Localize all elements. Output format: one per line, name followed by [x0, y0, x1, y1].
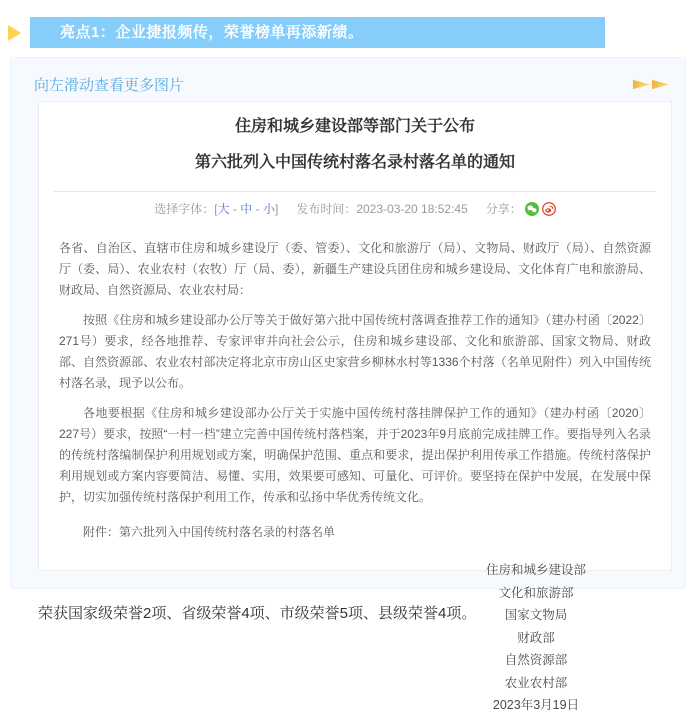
wechat-share-icon[interactable]: [525, 202, 539, 216]
notice-title-line2: 第六批列入中国传统村落名录村落名单的通知: [194, 154, 515, 171]
notice-paragraph-requirements: 各地要根据《住房和城乡建设部办公厅关于实施中国传统村落挂牌保护工作的通知》（建办村函〔2020〕227号）要求，按照“一村一档”建立完善中国传统村落档案，并于2023年9月底前完成挂牌工作。要指导列入名录的传统村落编制保护利用规划或方案，明确保护范围、重点和要求，提出保护利用传承工作措施。传统村落保护利用规划或方案内容要简洁、易懂、实用，效果要可感知、可量化、可评价。要坚持在保护中发展，在发展中保护，切实加强传统村落保护利用工作，传承和弘扬中华优秀传统文化。: [59, 406, 651, 504]
font-size-small-button[interactable]: 小: [262, 202, 275, 216]
notice-meta-row: [39, 200, 671, 217]
signature-line: 文化和旅游部: [498, 585, 574, 600]
honors-summary-text: 荣获国家级荣誉2项、省级荣誉4项、市级荣誉5项、县级荣誉4项。: [38, 605, 477, 622]
notice-body: [59, 238, 651, 717]
signature-line: 住房和城乡建设部: [485, 563, 586, 577]
signature-date: 2023年3月19日: [492, 698, 580, 712]
publish-time-value: 2023-03-20 18:52:45: [356, 202, 468, 216]
publish-time-label: 发布时间：: [296, 202, 357, 216]
signature-line: 财政部: [517, 630, 555, 645]
notice-title-line1: 住房和城乡建设部等部门关于公布: [234, 118, 475, 135]
signature-line: 农业农村部: [504, 675, 568, 690]
right-arrow-icon: [633, 79, 650, 90]
swipe-hint-label: 向左滑动查看更多图片: [34, 77, 185, 94]
bracket: [: [214, 202, 218, 216]
notice-paragraph-addressees: 各省、自治区、直辖市住房和城乡建设厅（委、管委）、文化和旅游厅（局）、文物局、财政厅（局）、自然资源厅（委、局）、农业农村（农牧）厅（局、委），新疆生产建设兵团住房和城乡建设局、文化体育广电和旅游局、财政局、自然资源局、农业农村局：: [59, 241, 651, 297]
separator: -: [229, 202, 241, 216]
title-divider: [54, 191, 656, 192]
notice-attachment-line: 附件：第六批列入中国传统村落名录的村落名单: [83, 525, 336, 539]
signature-line: 自然资源部: [504, 653, 568, 667]
highlight-banner-title: 亮点1：企业捷报频传，荣誉榜单再添新绩。: [30, 17, 605, 48]
signature-line: 国家文物局: [504, 608, 568, 622]
weibo-share-icon[interactable]: [542, 202, 556, 216]
separator: -: [252, 202, 263, 216]
right-arrow-icon: [652, 79, 669, 90]
bracket: ]: [274, 202, 279, 216]
font-size-label: 选择字体：: [154, 202, 215, 216]
yellow-triangle-marker-icon: [8, 25, 21, 41]
font-size-medium-button[interactable]: 中: [240, 202, 253, 216]
signature-block: [431, 559, 641, 717]
highlight-banner-row: [8, 17, 605, 48]
notice-paragraph-announcement: 按照《住房和城乡建设部办公厅等关于做好第六批中国传统村落调查推荐工作的通知》（建办村函〔2022〕271号）要求，经各地推荐、专家评审并向社会公示，住房和城乡建设部、文化和旅游部、国家文物局、财政部、自然资源部、农业农村部决定将北京市房山区史家营乡柳林水村等1336个村落（名单见附件）列入中国传统村落名录，现予以公布。: [59, 313, 651, 390]
font-size-large-button[interactable]: 大: [217, 202, 230, 216]
share-label: 分享：: [485, 202, 522, 216]
slide-next-control[interactable]: [631, 79, 669, 90]
